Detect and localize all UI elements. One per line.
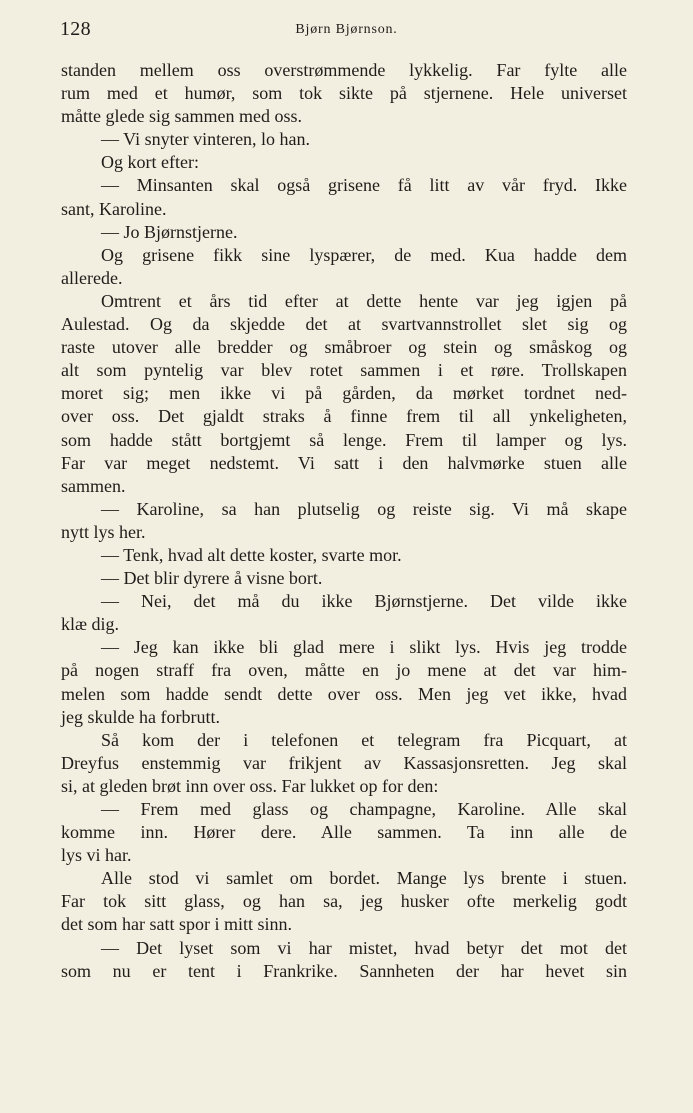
body-text [61, 59, 627, 983]
text-line: — Nei, det må du ikke Bjørnstjerne. Det vilde ikke [101, 591, 627, 612]
text-line: standen mellem oss overstrømmende lykkelig. Far fylte alle [61, 60, 627, 80]
text-line: allerede. [61, 267, 123, 288]
text-line: Far tok sitt glass, og han sa, jeg husker ofte merkelig godt [61, 891, 627, 912]
text-line: moret sig; men ikke vi på gården, da mørket tordnet ned- [61, 383, 627, 404]
text-line: nytt lys her. [61, 521, 146, 542]
text-line: Alle stod vi samlet om bordet. Mange lys brente i stuen. [101, 868, 627, 889]
text-line: komme inn. Hører dere. Alle sammen. Ta inn alle de [61, 822, 627, 843]
text-line: alt som pyntelig var blev rotet sammen i et røre. Trollskapen [61, 360, 627, 381]
text-line: rum med et humør, som tok sikte på stjernene. Hele universet [61, 83, 627, 104]
text-line: jeg skulde ha forbrutt. [61, 706, 220, 727]
text-line: Far var meget nedstemt. Vi satt i den halvmørke stuen alle [61, 452, 627, 473]
text-line: lys vi har. [61, 845, 132, 866]
text-line: — Minsanten skal også grisene få litt av vår fryd. Ikke [101, 175, 627, 196]
text-line: over oss. Det gjaldt straks å finne frem til all ynkeligheten, [61, 406, 627, 427]
text-line: — Jeg kan ikke bli glad mere i slikt lys. Hvis jeg trodde [101, 637, 627, 658]
text-line: — Jo Bjørnstjerne. [101, 221, 238, 242]
text-line: — Vi snyter vinteren, lo han. [101, 129, 311, 150]
text-line: klæ dig. [61, 614, 120, 635]
text-line: — Karoline, sa han plutselig og reiste sig. Vi må skape [101, 498, 627, 519]
text-line: på nogen straff fra oven, måtte en jo mene at det var him- [61, 660, 627, 681]
text-line: raste utover alle bredder og småbroer og stein og småskog og [61, 337, 627, 358]
text-line: — Det blir dyrere å visne bort. [101, 568, 323, 589]
text-line: Aulestad. Og da skjedde det at svartvannstrollet slet sig og [61, 314, 627, 335]
text-line: — Tenk, hvad alt dette koster, svarte mor. [101, 544, 402, 565]
text-line: Og kort efter: [101, 152, 199, 173]
text-line: måtte glede sig sammen med oss. [61, 106, 302, 127]
text-line: det som har satt spor i mitt sinn. [61, 914, 292, 935]
page-number: 128 [60, 18, 91, 40]
text-line: — Frem med glass og champagne, Karoline. Alle skal [101, 799, 627, 819]
text-line: Så kom der i telefonen et telegram fra Picquart, at [101, 729, 627, 750]
running-head: Bjørn Bjørnson. [295, 22, 398, 37]
text-line: melen som hadde sendt dette over oss. Men jeg vet ikke, hvad [61, 683, 627, 704]
text-line: sammen. [61, 475, 126, 496]
text-line: Dreyfus enstemmig var frikjent av Kassasjonsretten. Jeg skal [61, 752, 627, 773]
text-line: som hadde stått bortgjemt så lenge. Frem til lamper og lys. [61, 429, 627, 450]
text-line: Omtrent et års tid efter at dette hente var jeg igjen på [101, 290, 627, 311]
text-line: — Det lyset som vi har mistet, hvad betyr det mot det [101, 937, 627, 958]
text-line: si, at gleden brøt inn over oss. Far lukket op for den: [61, 775, 439, 796]
text-line: Og grisene fikk sine lyspærer, de med. Kua hadde dem [101, 244, 627, 265]
text-line: som nu er tent i Frankrike. Sannheten der har hevet sin [61, 960, 627, 981]
text-line: sant, Karoline. [61, 198, 167, 219]
